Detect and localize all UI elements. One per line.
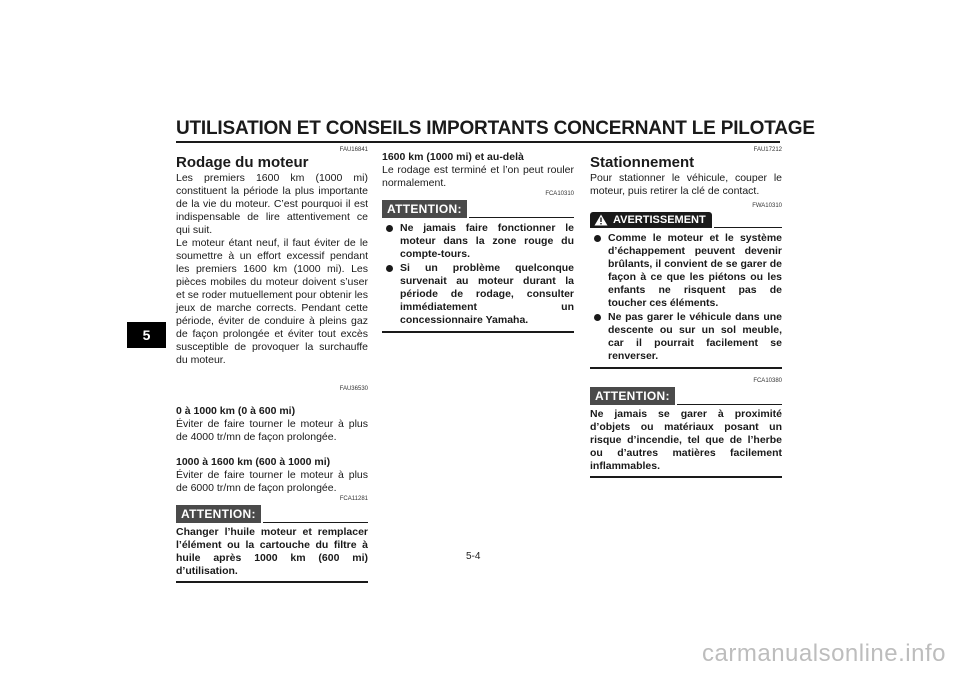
warning-header (590, 212, 782, 228)
watermark: carmanualsonline.info (702, 640, 946, 667)
column-after-break-in (382, 146, 574, 333)
header-rule (176, 141, 780, 143)
attention-header (176, 505, 368, 523)
page-number: 5-4 (466, 551, 481, 562)
column-break-in (176, 146, 368, 583)
paragraph: Le rodage est terminé et l’on peut rouler normalement. (382, 164, 574, 189)
attention-rule (263, 522, 368, 523)
ref-code: FWA10310 (752, 203, 782, 209)
subsection-title: 1000 à 1600 km (600 à 1000 mi) (176, 456, 331, 468)
page-header-title: UTILISATION ET CONSEILS IMPORTANTS CONCERNANT LE PILOTAGE (176, 118, 815, 139)
paragraph: Éviter de faire tourner le moteur à plus de 4000 tr/mn de façon prolongée. (176, 418, 368, 443)
attention-rule (469, 217, 574, 218)
warning-list (590, 228, 782, 369)
attention-list (382, 218, 574, 333)
attention-label: ATTENTION: (590, 387, 675, 405)
ref-code: FCA10310 (545, 191, 574, 197)
column-parking (590, 146, 782, 478)
paragraph: Pour stationner le véhicule, couper le moteur, puis retirer la clé de contact. (590, 172, 782, 197)
warning-triangle-icon (594, 214, 608, 226)
attention-text: Changer l’huile moteur et remplacer l’élément ou la cartouche du filtre à huile après 1000 km (600 mi) d’utilisation. (176, 523, 368, 583)
ref-code: FAU17212 (753, 147, 782, 153)
ref-code: FCA11281 (339, 496, 368, 502)
subsection-title: 0 à 1000 km (0 à 600 mi) (176, 405, 296, 417)
bullet-icon (594, 235, 601, 242)
attention-header (382, 200, 574, 218)
list-item: Ne pas garer le véhicule dans une descente ou sur un sol meuble, car il pourrait facilement se renverser. (590, 311, 782, 363)
list-item: Ne jamais faire fonctionner le moteur dans la zone rouge du compte-tours. (382, 222, 574, 261)
bullet-icon (594, 314, 601, 321)
bullet-icon (386, 225, 393, 232)
warning-label: AVERTISSEMENT (590, 212, 712, 228)
ref-code: FAU16841 (339, 147, 368, 153)
ref-code: FAU36530 (339, 386, 368, 392)
attention-header (590, 387, 782, 405)
warning-rule (714, 227, 782, 228)
bullet-icon (386, 265, 393, 272)
list-item: Comme le moteur et le système d’échappement peuvent devenir brûlants, il convient de se garer de façon à ce que les piétons ou les enfants ne risquent pas de toucher ces éléments. (590, 232, 782, 310)
attention-text: Ne jamais se garer à proximité d’objets ou matériaux posant un risque d’incendie, tel que de l’herbe ou d’autres matières facilement inflammables. (590, 405, 782, 478)
attention-rule (677, 404, 782, 405)
chapter-tab: 5 (127, 322, 166, 348)
section-title-break-in: Rodage du moteur (176, 154, 309, 171)
list-item: Si un problème quelconque survenait au moteur durant la période de rodage, consulter immédiatement un concessionnaire Yamaha. (382, 262, 574, 327)
attention-label: ATTENTION: (176, 505, 261, 523)
paragraph: Éviter de faire tourner le moteur à plus de 6000 tr/mn de façon prolongée. (176, 469, 368, 494)
paragraph: Le moteur étant neuf, il faut éviter de le soumettre à un effort excessif pendant les premiers 1600 km (1000 mi). Les pièces mobiles du moteur doivent s’user et se roder mutuellement pour obtenir les jeux de marche corrects. Pendant cette période, éviter de conduire à pleins gaz de façon prolongée et éviter tout excès susceptible de provoquer la surchauffe du moteur. (176, 237, 368, 366)
attention-label: ATTENTION: (382, 200, 467, 218)
section-title-parking: Stationnement (590, 154, 695, 171)
subsection-title: 1600 km (1000 mi) et au-delà (382, 151, 524, 163)
paragraph: Les premiers 1600 km (1000 mi) constituent la période la plus importante de la vie du moteur. C’est pourquoi il est indispensable de lire attentivement ce qui suit. (176, 172, 368, 236)
ref-code: FCA10380 (753, 378, 782, 384)
